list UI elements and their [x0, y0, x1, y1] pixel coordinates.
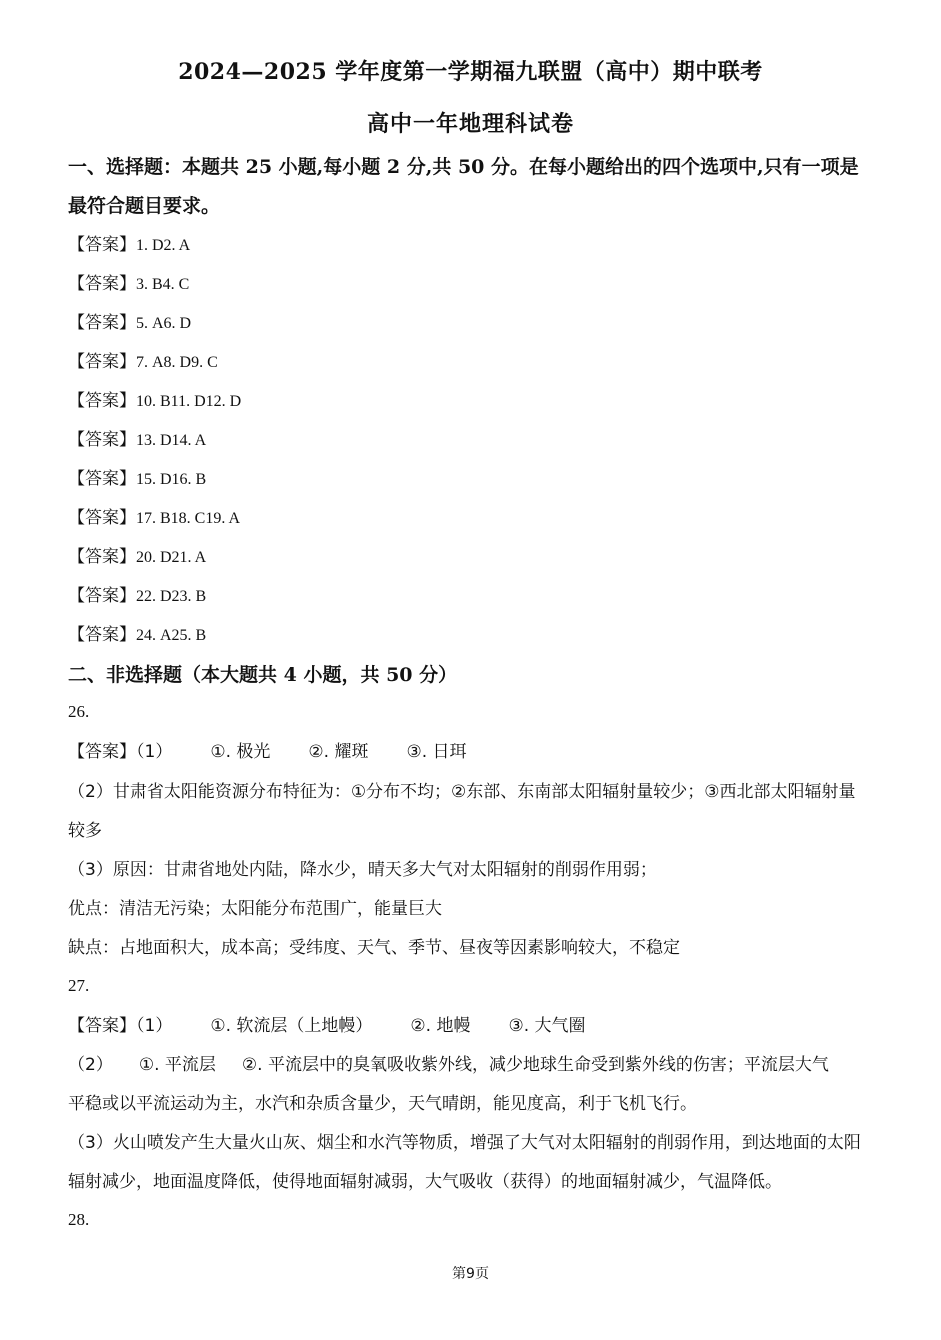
- answer-item: ②. 耀斑: [308, 742, 369, 762]
- answer-item: ①. 极光: [210, 742, 271, 762]
- section2-heading: 二、非选择题（本大题共 4 小题，共 50 分）: [68, 664, 458, 686]
- answer-row: [68, 545, 878, 570]
- answer-tag: 【答案】: [68, 469, 136, 489]
- answer-value: 5. A6. D: [136, 315, 192, 332]
- answer-prefix: （2）: [68, 1055, 113, 1075]
- answer-value: 17. B18. C19. A: [136, 510, 241, 527]
- answer-row: [68, 350, 878, 375]
- q26-answer3-line1: （3）原因：甘肃省地处内陆，降水少，晴天多大气对太阳辐射的削弱作用弱；: [68, 860, 657, 880]
- q27-answer1: [68, 1014, 878, 1038]
- answer-tag: 【答案】（1）: [68, 742, 173, 762]
- answer-row: [68, 467, 878, 492]
- question-number-27: 27.: [68, 976, 90, 995]
- section1-heading-line1: 一、选择题：本题共 25 小题,每小题 2 分,共 50 分。在每小题给出的四个选项中,只有一项是: [68, 156, 859, 178]
- answer-row: [68, 311, 878, 336]
- answer-row: [68, 506, 878, 531]
- q26-answer3-line2: 优点：清洁无污染；太阳能分布范围广，能量巨大: [68, 899, 442, 919]
- answer-item: ①. 平流层: [138, 1055, 216, 1075]
- answer-row: [68, 272, 878, 297]
- answer-value: 13. D14. A: [136, 432, 207, 449]
- answer-value: 20. D21. A: [136, 549, 207, 566]
- document-subtitle: 高中一年地理科试卷: [366, 111, 574, 137]
- answer-row: [68, 428, 878, 453]
- question-number-26: 26.: [68, 702, 90, 721]
- answer-row: [68, 623, 878, 648]
- answer-item: ②. 地幔: [410, 1016, 471, 1036]
- q27-answer2-line1: [68, 1053, 878, 1077]
- answer-tag: 【答案】: [68, 625, 136, 645]
- answer-value: 15. D16. B: [136, 471, 207, 488]
- answer-tag: 【答案】（1）: [68, 1016, 173, 1036]
- section1-heading: [68, 148, 878, 226]
- answer-tag: 【答案】: [68, 547, 136, 567]
- answer-value: 24. A25. B: [136, 627, 207, 644]
- answer-tag: 【答案】: [68, 352, 136, 372]
- answer-row: [68, 389, 878, 414]
- answer-row: [68, 233, 878, 258]
- answer-value: 22. D23. B: [136, 588, 207, 605]
- answer-value: 3. B4. C: [136, 276, 190, 293]
- page-number: 第9页: [452, 1266, 489, 1282]
- answer-row: [68, 584, 878, 609]
- q27-answer3-line1: （3）火山喷发产生大量火山灰、烟尘和水汽等物质，增强了大气对太阳辐射的削弱作用，到达地面的太阳: [68, 1133, 861, 1153]
- answer-tag: 【答案】: [68, 430, 136, 450]
- q26-answer1: [68, 740, 878, 764]
- answer-value: 1. D2. A: [136, 237, 191, 254]
- section1-heading-line2: 最符合题目要求。: [68, 195, 221, 217]
- answer-tag: 【答案】: [68, 586, 136, 606]
- question-number-28: 28.: [68, 1210, 90, 1229]
- q26-answer2-line2: 较多: [68, 821, 102, 841]
- answer-item: ②. 平流层中的臭氧吸收紫外线，减少地球生命受到紫外线的伤害；平流层大气: [241, 1055, 829, 1075]
- answer-tag: 【答案】: [68, 508, 136, 528]
- answer-tag: 【答案】: [68, 274, 136, 294]
- q26-answer2-line1: （2）甘肃省太阳能资源分布特征为：①分布不均；②东部、东南部太阳辐射量较少；③西北部太阳辐射量: [68, 782, 856, 802]
- document-title: 2024—2025 学年度第一学期福九联盟（高中）期中联考: [178, 59, 763, 85]
- answer-tag: 【答案】: [68, 313, 136, 333]
- answer-value: 7. A8. D9. C: [136, 354, 218, 371]
- q26-answer3-line3: 缺点：占地面积大，成本高；受纬度、天气、季节、昼夜等因素影响较大，不稳定: [68, 938, 680, 958]
- q27-answer2-line2: 平稳或以平流运动为主，水汽和杂质含量少，天气晴朗，能见度高，利于飞机飞行。: [68, 1094, 697, 1114]
- answer-item: ③. 大气圈: [508, 1016, 586, 1036]
- answer-tag: 【答案】: [68, 235, 136, 255]
- answer-tag: 【答案】: [68, 391, 136, 411]
- answer-item: ③. 日珥: [406, 742, 467, 762]
- q27-answer3-line2: 辐射减少，地面温度降低，使得地面辐射减弱，大气吸收（获得）的地面辐射减少，气温降低。: [68, 1172, 782, 1192]
- answer-value: 10. B11. D12. D: [136, 393, 242, 410]
- answer-item: ①. 软流层（上地幔）: [210, 1016, 373, 1036]
